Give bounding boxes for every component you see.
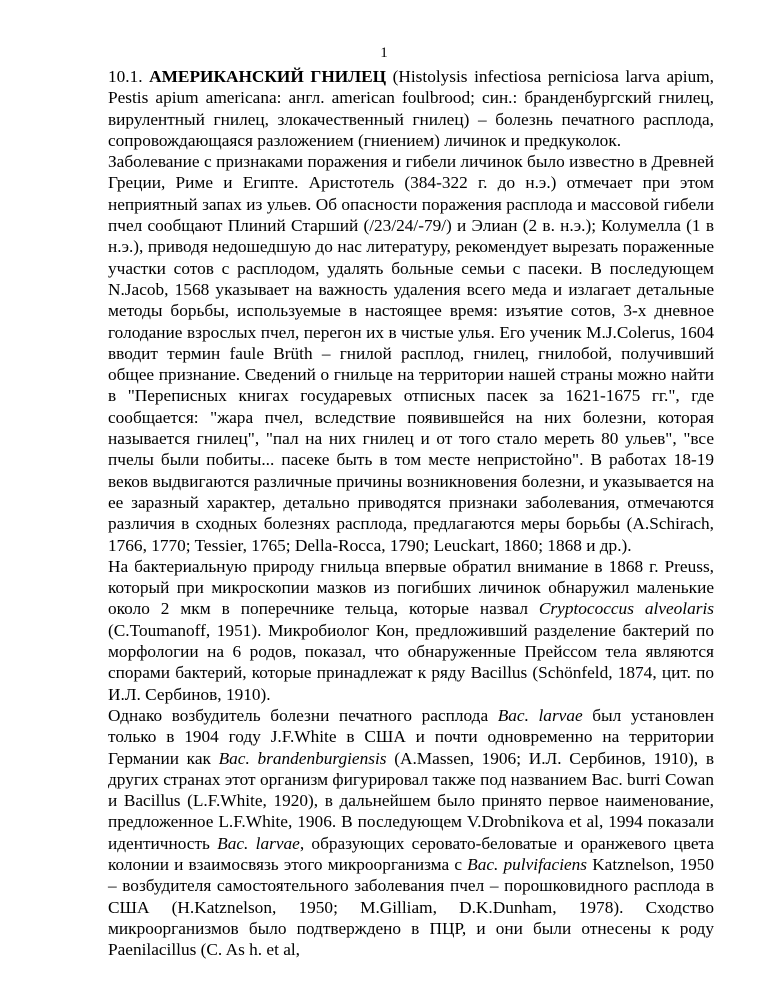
bacterial-text-1: На бактериальную природу гнильца впервые обратил внимание в 1868 г. Preuss, который при микроскопии мазков из погибших личинок обнаружил маленькие около 2 мкм в поперечнике тельца, которые назвал xyxy=(108,556,714,619)
bacterial-nature-paragraph xyxy=(108,556,714,705)
species-name: Bac. larvae xyxy=(497,705,583,725)
section-title: АМЕРИКАНСКИЙ ГНИЛЕЦ xyxy=(149,67,387,86)
species-name: Bac. pulvifaciens xyxy=(467,854,588,874)
pathogen-text-4: , образующих серовато-беловатые и оранжевого цвета колонии и взаимосвязь этого микроорганизма с xyxy=(108,833,714,874)
pathogen-text-2: был установлен только в 1904 году J.F.White в США и почти одновременно на территории Германии как xyxy=(108,705,714,768)
pathogen-text-3: (A.Massen, 1906; И.Л. Сербинов, 1910), в других странах этот организм фигурировал также под названием Bac. burri Cowan и Bacillus (L.F.White, 1920), в дальнейшем было принято первое наименование, предложенное L.F.White, 1906. В последующем V.Drobnikova et al, 1994 показали идентичность xyxy=(108,748,714,853)
species-name: Bac. brandenburgiensis xyxy=(218,748,387,768)
species-name: Cryptococcus alveolaris xyxy=(538,599,714,619)
section-intro-paragraph xyxy=(108,66,714,151)
species-name: Bac. larvae xyxy=(217,833,300,853)
pathogen-text-5: Katznelson, 1950 – возбудителя самостоятельного заболевания пчел – порошковидного расплода в США (H.Katznelson, 1950; M.Gilliam, D.K.Dunham, 1978). Сходство микроорганизмов было подтверждено в ПЦР, и они были отнесены к роду Paenilacillus (C. As h. et al, xyxy=(108,854,714,960)
document-body xyxy=(108,66,714,960)
page-number: 1 xyxy=(380,45,388,61)
bacterial-text-2: (C.Toumanoff, 1951). Микробиолог Кон, предложивший разделение бактерий по морфологии на 6 родов, показал, что обнаруженные Прейссом тела являются спорами бактерий, которые принадлежат к ряду Bacillus (Schönfeld, 1874, цит. по И.Л. Сербинов, 1910). xyxy=(108,620,714,704)
history-paragraph: Заболевание с признаками поражения и гибели личинок было известно в Древней Греции, Риме и Египте. Аристотель (384-322 г. до н.э.) отмечает при этом неприятный запах из ульев. Об опасности поражения расплода и массовой гибели пчел сообщают Плиний Старший (/23/24/-79/) и Элиан (2 в. н.э.); Колумелла (1 в н.э.), приводя недошедшую до нас литературу, рекомендует вырезать пораженные участки сотов с расплодом, удалять больные семьи с пасеки. В последующем N.Jacob, 1568 указывает на важность удаления всего меда и излагает детальные методы борьбы, используемые в настоящее время: изъятие сотов, 3-х дневное голодание взрослых пчел, перегон их в чистые улья. Его ученик M.J.Colerus, 1604 вводит термин faule Brüth – гнилой расплод, гнилец, гнилобой, получивший общее признание. Сведений о гнильце на территории нашей страны можно найти в "Переписных книгах государевых отписных пасек за 1621-1675 гг.", где сообщается: "жара пчел, вследствие появившейся на них болезни, которая называется гнилец", "пал на них гнилец и от того стало мереть 80 ульев", "все пчелы были побиты... пасеке быть в том месте непристойно". В работах 18-19 веков выдвигаются различные причины возникновения болезни, и указывается на ее заразный характер, детально приводятся признаки заболевания, отмечаются различия в сходных болезнях расплода, предлагаются меры борьбы (A.Schirach, 1766, 1770; Tessier, 1765; Della-Rocca, 1790; Leuckart, 1860; 1868 и др.). xyxy=(108,152,714,555)
pathogen-text-1: Однако возбудитель болезни печатного расплода xyxy=(108,705,498,725)
section-definition: (Histolysis infectiosa perniciosa larva apium, Pestis apium americana: англ. american foulbrood; син.: бранденбургский гнилец, вирулентный гнилец, злокачественный гнилец) – болезнь печатного расплода, сопровождающаяся разложением (гниением) личинок и предкуколок. xyxy=(108,67,714,150)
pathogen-paragraph xyxy=(108,705,714,961)
section-number: 10.1. xyxy=(108,67,143,86)
